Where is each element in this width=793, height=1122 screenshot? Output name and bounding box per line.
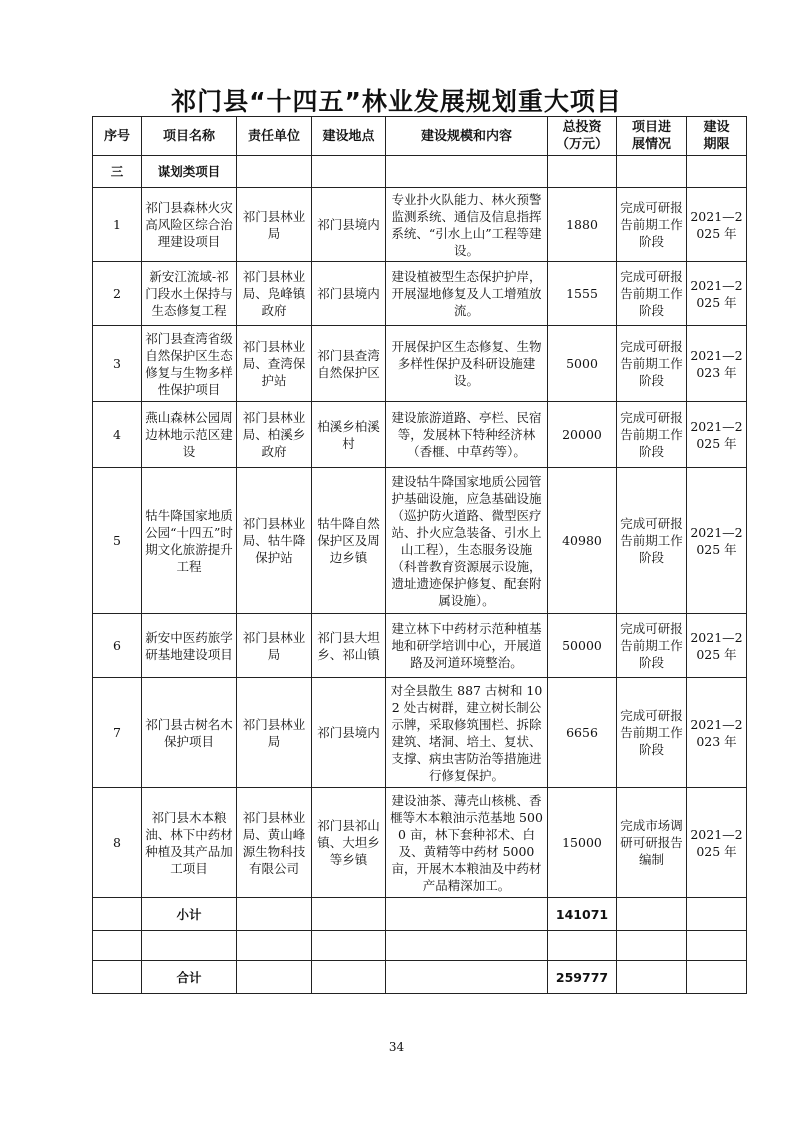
progress-status: 完成可研报告前期工作阶段 (617, 402, 687, 468)
progress-status: 完成可研报告前期工作阶段 (617, 262, 687, 326)
projects-table (92, 116, 747, 994)
total-row (93, 961, 747, 994)
construction-content: 建设油茶、薄壳山核桃、香榧等木本粮油示范基地 5000 亩，林下套种祁术、白及、黄精等中药材 5000 亩，开展木本粮油及中药材产品精深加工。 (386, 788, 548, 898)
responsible-unit: 祁门县林业局 (237, 614, 312, 678)
row-number: 6 (93, 614, 142, 678)
project-name: 牯牛降国家地质公园“十四五”时期文化旅游提升工程 (142, 468, 237, 614)
section-number: 三 (93, 156, 142, 188)
construction-period: 2021—2025 年 (687, 262, 747, 326)
table-row (93, 262, 747, 326)
total-investment: 5000 (548, 326, 617, 402)
page-number: 34 (388, 1040, 405, 1054)
construction-period: 2021—2025 年 (687, 788, 747, 898)
total-investment: 40980 (548, 468, 617, 614)
total-value: 259777 (548, 961, 617, 994)
construction-period: 2021—2025 年 (687, 468, 747, 614)
location: 牯牛降自然保护区及周边乡镇 (312, 468, 386, 614)
project-name: 新安江流域-祁门段水土保持与生态修复工程 (142, 262, 237, 326)
location: 祁门县境内 (312, 188, 386, 262)
row-number: 8 (93, 788, 142, 898)
progress-status: 完成可研报告前期工作阶段 (617, 188, 687, 262)
total-investment: 6656 (548, 678, 617, 788)
total-label: 合计 (142, 961, 237, 994)
total-investment: 1880 (548, 188, 617, 262)
table-row (93, 468, 747, 614)
construction-period: 2021—2023 年 (687, 678, 747, 788)
row-number: 2 (93, 262, 142, 326)
project-name: 祁门县古树名木保护项目 (142, 678, 237, 788)
row-number: 5 (93, 468, 142, 614)
location: 祁门县祁山镇、大坦乡等乡镇 (312, 788, 386, 898)
construction-content: 建设植被型生态保护护岸，开展湿地修复及人工增殖放流。 (386, 262, 548, 326)
responsible-unit: 祁门县林业局、柏溪乡政府 (237, 402, 312, 468)
header-cell: 建设规模和内容 (386, 117, 548, 156)
total-investment: 1555 (548, 262, 617, 326)
subtotal-value: 141071 (548, 898, 617, 931)
table-row (93, 678, 747, 788)
location: 祁门县境内 (312, 262, 386, 326)
project-name: 祁门县查湾省级自然保护区生态修复与生物多样性保护项目 (142, 326, 237, 402)
header-cell: 项目进 展情况 (617, 117, 687, 156)
project-name: 燕山森林公园周边林地示范区建设 (142, 402, 237, 468)
total-investment: 15000 (548, 788, 617, 898)
progress-status: 完成可研报告前期工作阶段 (617, 614, 687, 678)
table-row (93, 788, 747, 898)
header-row (93, 117, 747, 156)
project-name: 新安中医药旅学研基地建设项目 (142, 614, 237, 678)
subtotal-label: 小计 (142, 898, 237, 931)
responsible-unit: 祁门县林业局 (237, 678, 312, 788)
section-name: 谋划类项目 (142, 156, 237, 188)
header-cell: 项目名称 (142, 117, 237, 156)
header-cell: 建设 期限 (687, 117, 747, 156)
header-cell: 建设地点 (312, 117, 386, 156)
construction-period: 2021—2023 年 (687, 326, 747, 402)
location: 柏溪乡柏溪村 (312, 402, 386, 468)
construction-content: 对全县散生 887 古树和 102 处古树群，建立树长制公示牌，采取修筑围栏、拆除建筑、堵洞、培土、复状、支撑、病虫害防治等措施进行修复保护。 (386, 678, 548, 788)
row-number: 7 (93, 678, 142, 788)
construction-content: 建立林下中药材示范种植基地和研学培训中心，开展道路及河道环境整治。 (386, 614, 548, 678)
total-investment: 50000 (548, 614, 617, 678)
construction-content: 专业扑火队能力、林火预警监测系统、通信及信息指挥系统、“引水上山”工程等建设。 (386, 188, 548, 262)
row-number: 1 (93, 188, 142, 262)
document-title: 祁门县“十四五”林业发展规划重大项目 (171, 87, 622, 116)
blank-row (93, 931, 747, 961)
location: 祁门县大坦乡、祁山镇 (312, 614, 386, 678)
table-row (93, 326, 747, 402)
header-cell: 序号 (93, 117, 142, 156)
construction-period: 2021—2025 年 (687, 614, 747, 678)
progress-status: 完成可研报告前期工作阶段 (617, 468, 687, 614)
progress-status: 完成市场调研可研报告编制 (617, 788, 687, 898)
responsible-unit: 祁门县林业局、查湾保护站 (237, 326, 312, 402)
header-cell: 责任单位 (237, 117, 312, 156)
progress-status: 完成可研报告前期工作阶段 (617, 678, 687, 788)
responsible-unit: 祁门县林业局 (237, 188, 312, 262)
subtotal-row (93, 898, 747, 931)
location: 祁门县境内 (312, 678, 386, 788)
project-name: 祁门县木本粮油、林下中药材种植及其产品加工项目 (142, 788, 237, 898)
construction-period: 2021—2025 年 (687, 188, 747, 262)
responsible-unit: 祁门县林业局、凫峰镇政府 (237, 262, 312, 326)
total-investment: 20000 (548, 402, 617, 468)
responsible-unit: 祁门县林业局、黄山峰源生物科技有限公司 (237, 788, 312, 898)
location: 祁门县查湾自然保护区 (312, 326, 386, 402)
table-row (93, 402, 747, 468)
table-row (93, 614, 747, 678)
responsible-unit: 祁门县林业局、牯牛降保护站 (237, 468, 312, 614)
row-number: 4 (93, 402, 142, 468)
construction-period: 2021—2025 年 (687, 402, 747, 468)
table-row (93, 188, 747, 262)
header-cell: 总投资 （万元） (548, 117, 617, 156)
section-row (93, 156, 747, 188)
progress-status: 完成可研报告前期工作阶段 (617, 326, 687, 402)
project-name: 祁门县森林火灾高风险区综合治理建设项目 (142, 188, 237, 262)
construction-content: 建设牯牛降国家地质公园管护基础设施，应急基础设施（巡护防火道路、微型医疗站、扑火应急装备、引水上山工程），生态服务设施（科普教育资源展示设施，遗址遗迹保护修复、配套附属设施）。 (386, 468, 548, 614)
construction-content: 开展保护区生态修复、生物多样性保护及科研设施建设。 (386, 326, 548, 402)
construction-content: 建设旅游道路、亭栏、民宿等，发展林下特种经济林（香榧、中草药等）。 (386, 402, 548, 468)
row-number: 3 (93, 326, 142, 402)
